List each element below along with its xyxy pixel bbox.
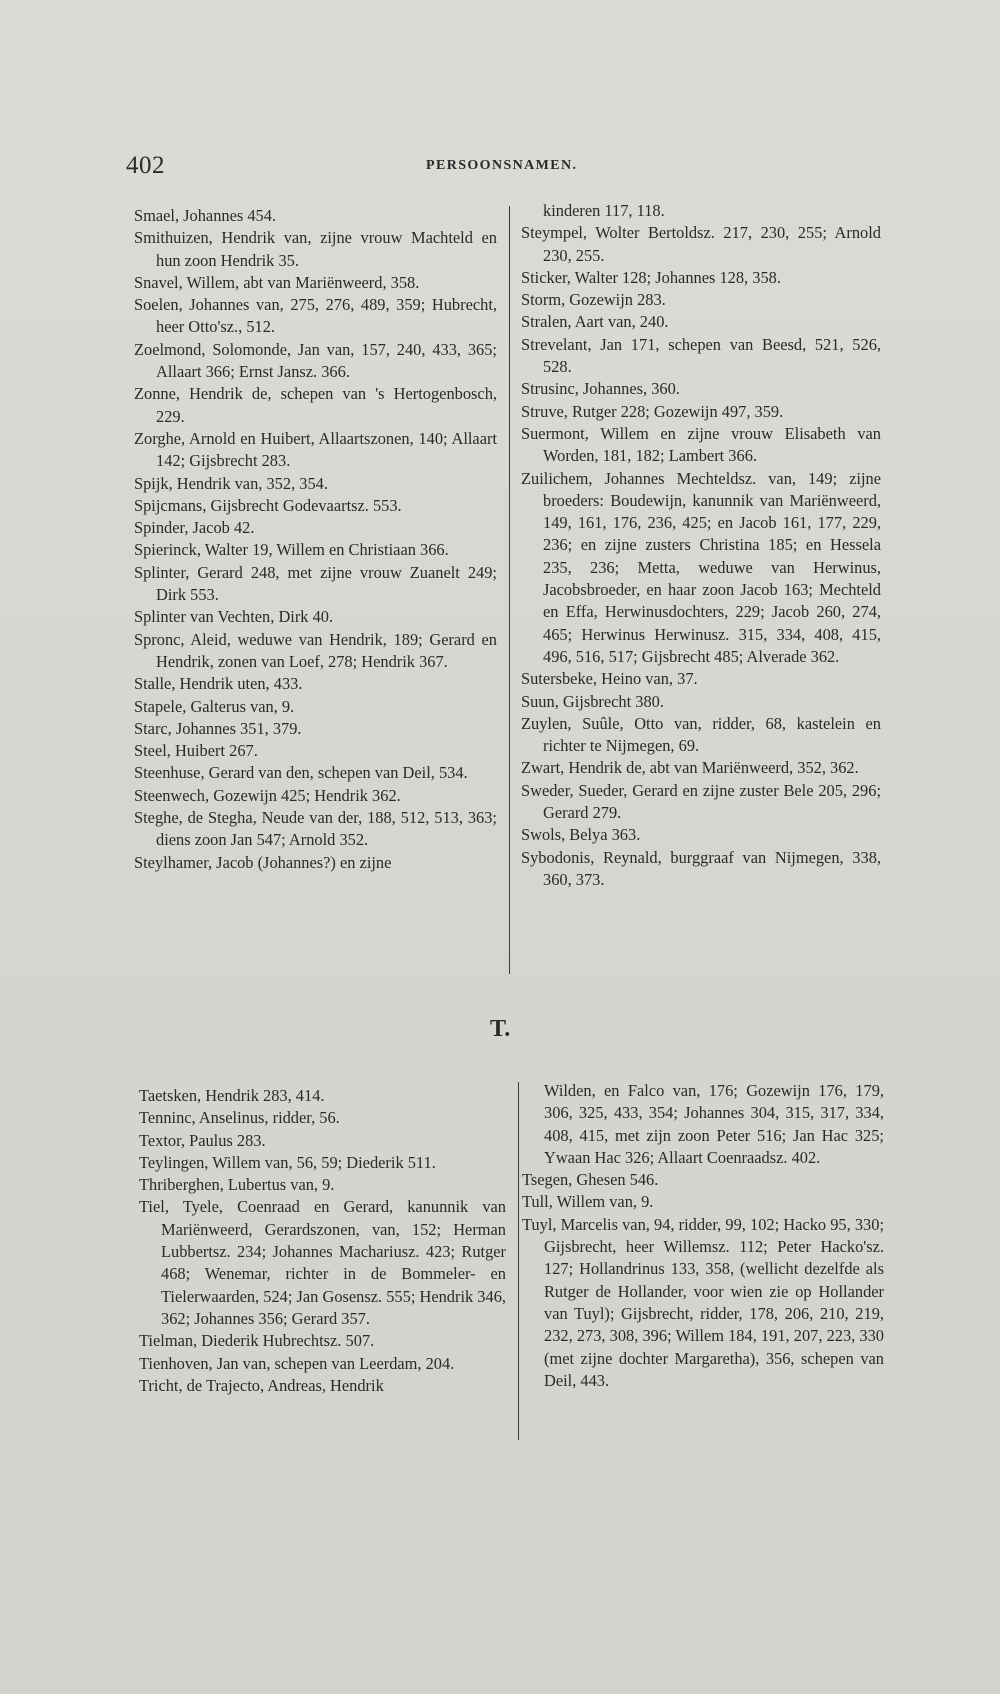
index-entry: Suun, Gijsbrecht 380.: [521, 691, 664, 711]
column-divider: [509, 206, 510, 974]
index-entry: Spronc, Aleid, weduwe van Hendrik, 189; Gerard en Hendrik, zonen van Loef, 278; Hendrik 367.: [134, 629, 497, 671]
index-entry: Zoelmond, Solomonde, Jan van, 157, 240, 433, 365; Allaart 366; Ernst Jansz. 366.: [134, 339, 497, 382]
index-entry: Steylhamer, Jacob (Johannes?) en zijne: [134, 852, 392, 872]
index-entry: Taetsken, Hendrik 283, 414.: [139, 1086, 325, 1105]
index-entry: Tuyl, Marcelis van, 94, ridder, 99, 102; Hacko 95, 330; Gijsbrecht, heer Willemsz. 112; Peter Hacko'sz. 127; Hollandrinus 133, 358, (wellicht dezelfde als Rutger de Hollander, voor wien zie op Hollander van Tuyl); Gijsbrecht, ridder, 178, 206, 210, 219, 232, 273, 308, 396; Willem 184, 191, 207, 223, 330 (met zijne dochter Margaretha), 356, schepen van Deil, 443.: [522, 1214, 884, 1390]
index-entry: Storm, Gozewijn 283.: [521, 290, 666, 310]
index-entry: Steenwech, Gozewijn 425; Hendrik 362.: [134, 785, 401, 805]
index-entry: Stapele, Galterus van, 9.: [134, 696, 295, 716]
index-entry: Sticker, Walter 128; Johannes 128, 358.: [521, 267, 781, 287]
index-column-left-bottom: [139, 1085, 506, 1397]
index-entry: Steympel, Wolter Bertoldsz. 217, 230, 255; Arnold 230, 255.: [521, 223, 881, 265]
index-entry: Snavel, Willem, abt van Mariënweerd, 358.: [134, 272, 420, 292]
running-title: PERSOONSNAMEN.: [426, 158, 578, 173]
index-entry: Zuilichem, Johannes Mechteldsz. van, 149; zijne broeders: Boudewijn, kanunnik van Mariënweerd, 149, 161, 176, 236, 425; en Jacob 161, 177, 229, 236; en zijne zusters Christina 185; en Hessela 235, 236; Metta, weduwe van Herwinus, Jacobsbroeder, en haar zoon Jacob 163; Mechteld en Effa, Herwinusdochters, 229; Jacob 260, 274, 465; Herwinus Herwinusz. 315, 334, 408, 415, 496, 516, 517; Gijsbrecht 485; Alverade 362.: [521, 468, 881, 666]
index-entry: Zuylen, Suûle, Otto van, ridder, 68, kastelein en richter te Nijmegen, 69.: [521, 713, 881, 756]
index-entry: Spijcmans, Gijsbrecht Godevaartsz. 553.: [134, 495, 402, 515]
index-column-right-bottom: [522, 1080, 884, 1392]
page-number: 402: [126, 152, 165, 179]
index-entry: Swols, Belya 363.: [521, 825, 641, 845]
index-entry: Zonne, Hendrik de, schepen van 's Hertogenbosch, 229.: [134, 384, 497, 426]
index-entry: Steel, Huibert 267.: [134, 741, 258, 761]
index-entry-continuation: Wilden, en Falco van, 176; Gozewijn 176, 179, 306, 325, 433, 354; Johannes 304, 315, 317, 334, 408, 415, met zijn zoon Peter 516; Jan Hac 325; Ywaan Hac 326; Allaart Coenraadsz. 402.: [544, 1081, 884, 1167]
index-entry: Starc, Johannes 351, 379.: [134, 718, 302, 738]
index-entry: Thriberghen, Lubertus van, 9.: [139, 1175, 335, 1195]
index-entry: Teylingen, Willem van, 56, 59; Diederik 511.: [139, 1152, 436, 1172]
index-entry: Spinder, Jacob 42.: [134, 518, 255, 538]
index-entry: Sweder, Sueder, Gerard en zijne zuster Bele 205, 296; Gerard 279.: [521, 780, 881, 823]
page-header: [126, 152, 856, 182]
index-entry: Steghe, de Stegha, Neude van der, 188, 512, 513, 363; diens zoon Jan 547; Arnold 352.: [134, 808, 497, 850]
index-entry: Sybodonis, Reynald, burggraaf van Nijmegen, 338, 360, 373.: [521, 847, 881, 889]
index-entry: Zwart, Hendrik de, abt van Mariënweerd, 352, 362.: [521, 758, 859, 778]
index-entry: Stalle, Hendrik uten, 433.: [134, 674, 303, 694]
index-entry: Zorghe, Arnold en Huibert, Allaartszonen, 140; Allaart 142; Gijsbrecht 283.: [134, 428, 497, 471]
index-entry: Splinter van Vechten, Dirk 40.: [134, 607, 334, 627]
index-entry: Strevelant, Jan 171, schepen van Beesd, 521, 526, 528.: [521, 334, 881, 377]
index-entry: Spijk, Hendrik van, 352, 354.: [134, 473, 328, 493]
index-entry: Smithuizen, Hendrik van, zijne vrouw Machteld en hun zoon Hendrik 35.: [134, 228, 497, 270]
index-entry-continuation: kinderen 117, 118.: [543, 201, 665, 220]
index-column-left-top: [134, 205, 497, 874]
index-entry: Tsegen, Ghesen 546.: [522, 1170, 659, 1190]
index-entry: Sutersbeke, Heino van, 37.: [521, 669, 698, 689]
index-entry: Struve, Rutger 228; Gozewijn 497, 359.: [521, 401, 784, 421]
index-entry: Tienhoven, Jan van, schepen van Leerdam, 204.: [139, 1353, 455, 1373]
index-entry: Steenhuse, Gerard van den, schepen van Deil, 534.: [134, 763, 468, 783]
index-entry: Spierinck, Walter 19, Willem en Christiaan 366.: [134, 540, 449, 560]
index-entry: Strusinc, Johannes, 360.: [521, 379, 680, 399]
index-column-right-top: [521, 200, 881, 891]
index-entry: Soelen, Johannes van, 275, 276, 489, 359; Hubrecht, heer Otto'sz., 512.: [134, 295, 497, 337]
index-entry: Splinter, Gerard 248, met zijne vrouw Zuanelt 249; Dirk 553.: [134, 562, 497, 605]
index-entry: Suermont, Willem en zijne vrouw Elisabeth van Worden, 181, 182; Lambert 366.: [521, 423, 881, 466]
index-entry: Stralen, Aart van, 240.: [521, 312, 669, 332]
index-entry: Smael, Johannes 454.: [134, 206, 277, 225]
column-divider: [518, 1082, 519, 1440]
index-entry: Textor, Paulus 283.: [139, 1130, 266, 1150]
index-entry: Tull, Willem van, 9.: [522, 1192, 654, 1212]
index-entry: Tiel, Tyele, Coenraad en Gerard, kanunnik van Mariënweerd, Gerardszonen, van, 152; Herman Lubbertsz. 234; Johannes Machariusz. 423; Rutger 468; Wenemar, richter in de Bommeler- en Tielerwaarden, 524; Jan Gosensz. 555; Hendrik 346, 362; Johannes 356; Gerard 357.: [139, 1197, 506, 1328]
section-heading-letter: T.: [490, 1016, 511, 1042]
index-entry: Tielman, Diederik Hubrechtsz. 507.: [139, 1331, 375, 1351]
index-entry: Tenninc, Anselinus, ridder, 56.: [139, 1108, 340, 1128]
index-entry: Tricht, de Trajecto, Andreas, Hendrik: [139, 1375, 384, 1395]
